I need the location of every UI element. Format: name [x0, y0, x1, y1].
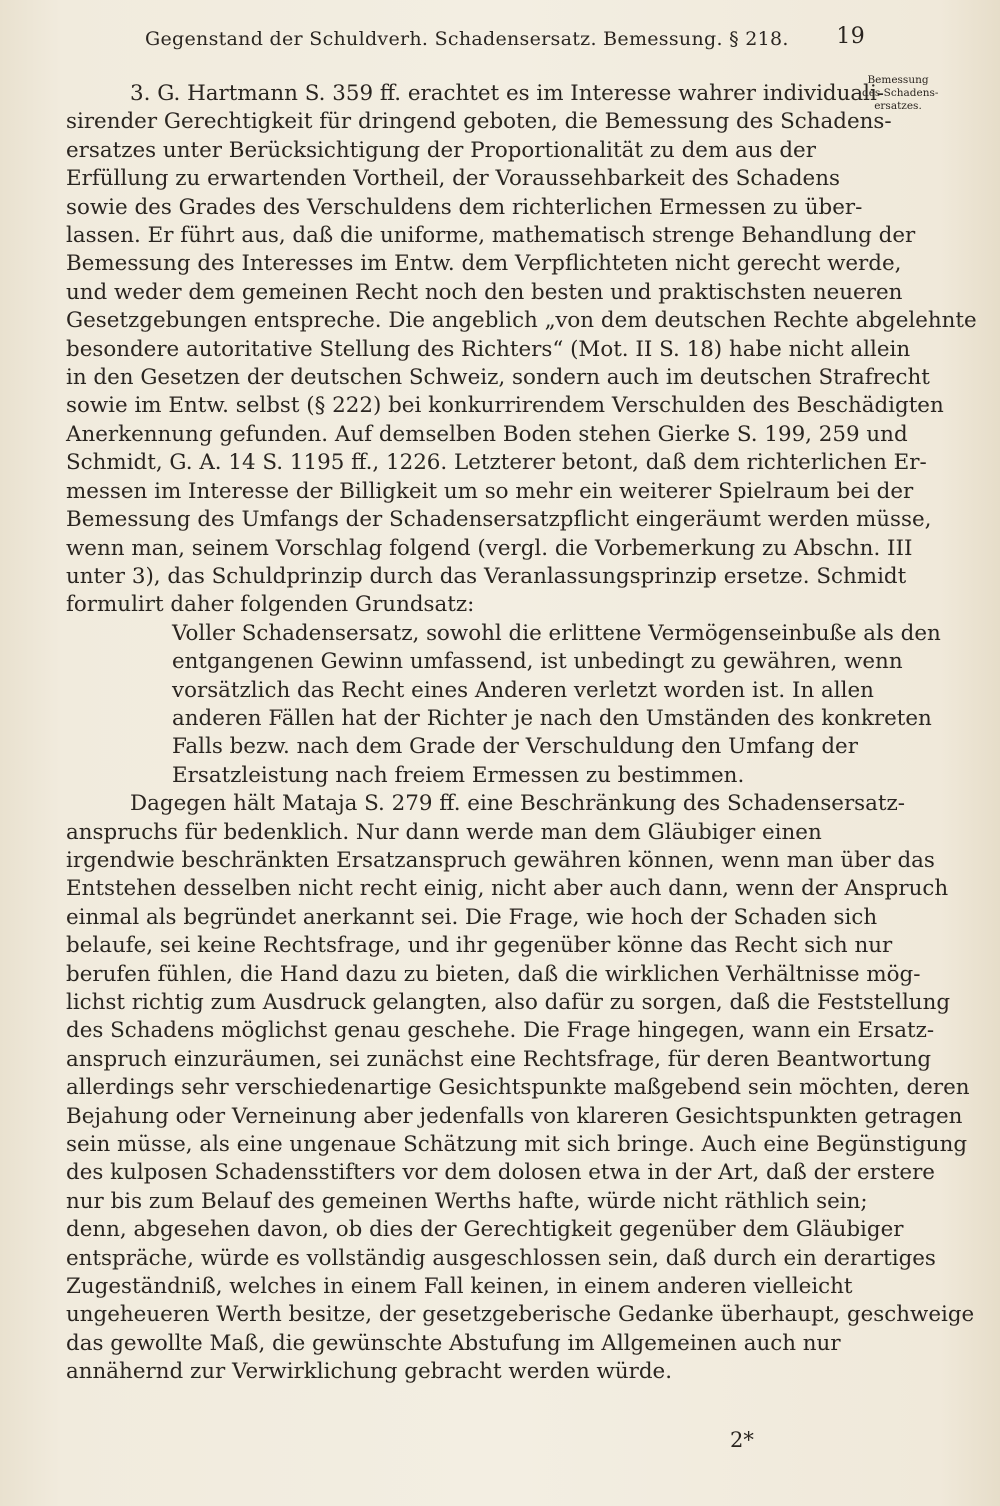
quote-line: anderen Fällen hat der Richter je nach den Umständen des konkreten: [172, 705, 932, 731]
text-line: wenn man, seinem Vorschlag folgend (vergl. die Vorbemerkung zu Abschn. III: [66, 535, 913, 561]
text-line: Bejahung oder Verneinung aber jedenfalls von klareren Gesichtspunkten getragen: [66, 1103, 963, 1129]
text-line: sowie im Entw. selbst (§ 222) bei konkurrirendem Verschulden des Beschädigten: [66, 393, 944, 419]
quote-line: Voller Schadensersatz, sowohl die erlittene Vermögenseinbuße als den: [172, 620, 941, 646]
text-line: Zugeständniß, welches in einem Fall keinen, in einem anderen vielleicht: [66, 1274, 853, 1300]
text-line: Erfüllung zu erwartenden Vortheil, der Voraussehbarkeit des Schadens: [66, 166, 840, 192]
text-line: das gewollte Maß, die gewünschte Abstufung im Allgemeinen auch nur: [66, 1330, 841, 1356]
text-line: Bemessung des Umfangs der Schadensersatzpflicht eingeräumt werden müsse,: [66, 507, 932, 533]
margin-note-line: des Schadens-: [862, 87, 939, 99]
text-line: denn, abgesehen davon, ob dies der Gerechtigkeit gegenüber dem Gläubiger: [66, 1217, 904, 1243]
text-line: Dagegen hält Mataja S. 279 ff. eine Beschränkung des Schadensersatz-: [130, 791, 906, 817]
text-line: anspruch einzuräumen, sei zunächst eine Rechtsfrage, für deren Beantwortung: [66, 1046, 932, 1072]
text-line: anspruchs für bedenklich. Nur dann werde man dem Gläubiger einen: [66, 819, 822, 845]
text-line: Entstehen desselben nicht recht einig, nicht aber auch dann, wenn der Anspruch: [66, 876, 949, 902]
text-line: allerdings sehr verschiedenartige Gesichtspunkte maßgebend sein möchten, deren: [66, 1075, 970, 1101]
text-line: sirender Gerechtigkeit für dringend geboten, die Bemessung des Schadens-: [66, 109, 892, 135]
quote-line: vorsätzlich das Recht eines Anderen verletzt worden ist. In allen: [172, 677, 874, 703]
text-line: unter 3), das Schuldprinzip durch das Veranlassungsprinzip ersetze. Schmidt: [66, 563, 907, 589]
page-header: [145, 22, 865, 56]
text-line: sowie des Grades des Verschuldens dem richterlichen Ermessen zu über-: [66, 194, 863, 220]
text-line: irgendwie beschränkten Ersatzanspruch gewähren können, wenn man über das: [66, 847, 935, 873]
text-line: besondere autoritative Stellung des Richters“ (Mot. II S. 18) habe nicht allein: [66, 336, 911, 362]
margin-note-line: ersatzes.: [874, 100, 922, 112]
text-line: in den Gesetzen der deutschen Schweiz, sondern auch im deutschen Strafrecht: [66, 365, 930, 391]
text-line: einmal als begründet anerkannt sei. Die Frage, wie hoch der Schaden sich: [66, 904, 878, 930]
text-line: Gesetzgebungen entspreche. Die angeblich „von dem deutschen Rechte abgelehnte: [66, 308, 977, 334]
quote-line: entgangenen Gewinn umfassend, ist unbedingt zu gewähren, wenn: [172, 649, 903, 675]
signature-mark: 2*: [730, 1428, 754, 1452]
text-line: 3. G. Hartmann S. 359 ff. erachtet es im Interesse wahrer individuali-: [130, 81, 885, 106]
margin-note-line: Bemessung: [867, 74, 929, 86]
text-line: lassen. Er führt aus, daß die uniforme, mathematisch strenge Behandlung der: [66, 223, 916, 249]
text-line: messen im Interesse der Billigkeit um so mehr ein weiterer Spielraum bei der: [66, 478, 914, 504]
text-line: nur bis zum Belauf des gemeinen Werths hafte, würde nicht räthlich sein;: [66, 1188, 868, 1214]
text-line: des kulposen Schadensstifters vor dem dolosen etwa in der Art, daß der erstere: [66, 1160, 935, 1186]
text-line: sein müsse, als eine ungenaue Schätzung mit sich bringe. Auch eine Begünstigung: [66, 1132, 968, 1158]
text-line: berufen fühlen, die Hand dazu zu bieten, daß die wirklichen Verhältnisse mög-: [66, 961, 921, 987]
text-line: belaufe, sei keine Rechtsfrage, und ihr gegenüber könne das Recht sich nur: [66, 933, 893, 959]
text-line: Anerkennung gefunden. Auf demselben Boden stehen Gierke S. 199, 259 und: [66, 421, 908, 447]
text-line: ersatzes unter Berücksichtigung der Proportionalität zu dem aus der: [66, 137, 816, 163]
text-line: ungeheueren Werth besitze, der gesetzgeberische Gedanke überhaupt, geschweige: [66, 1302, 975, 1328]
body-text: [66, 80, 977, 1387]
text-line: Schmidt, G. A. 14 S. 1195 ff., 1226. Letzterer betont, daß dem richterlichen Er-: [66, 450, 927, 476]
text-line: formulirt daher folgenden Grundsatz:: [66, 592, 475, 618]
text-line: des Schadens möglichst genau geschehe. Die Frage hingegen, wann ein Ersatz-: [66, 1018, 935, 1044]
text-line: annähernd zur Verwirklichung gebracht werden würde.: [66, 1359, 673, 1385]
text-line: entspräche, würde es vollständig ausgeschlossen sein, daß durch ein derartiges: [66, 1245, 936, 1271]
running-head: Gegenstand der Schuldverh. Schadensersatz. Bemessung. § 218.: [145, 28, 789, 50]
quote-line: Ersatzleistung nach freiem Ermessen zu bestimmen.: [172, 762, 745, 788]
text-line: lichst richtig zum Ausdruck gelangten, also dafür zu sorgen, daß die Feststellung: [66, 990, 951, 1015]
text-line: und weder dem gemeinen Recht noch den besten und praktischsten neueren: [66, 279, 903, 305]
text-line: Bemessung des Interesses im Entw. dem Verpflichteten nicht gerecht werde,: [66, 251, 902, 277]
page-number: 19: [836, 24, 865, 49]
quote-line: Falls bezw. nach dem Grade der Verschuldung den Umfang der: [172, 734, 858, 760]
